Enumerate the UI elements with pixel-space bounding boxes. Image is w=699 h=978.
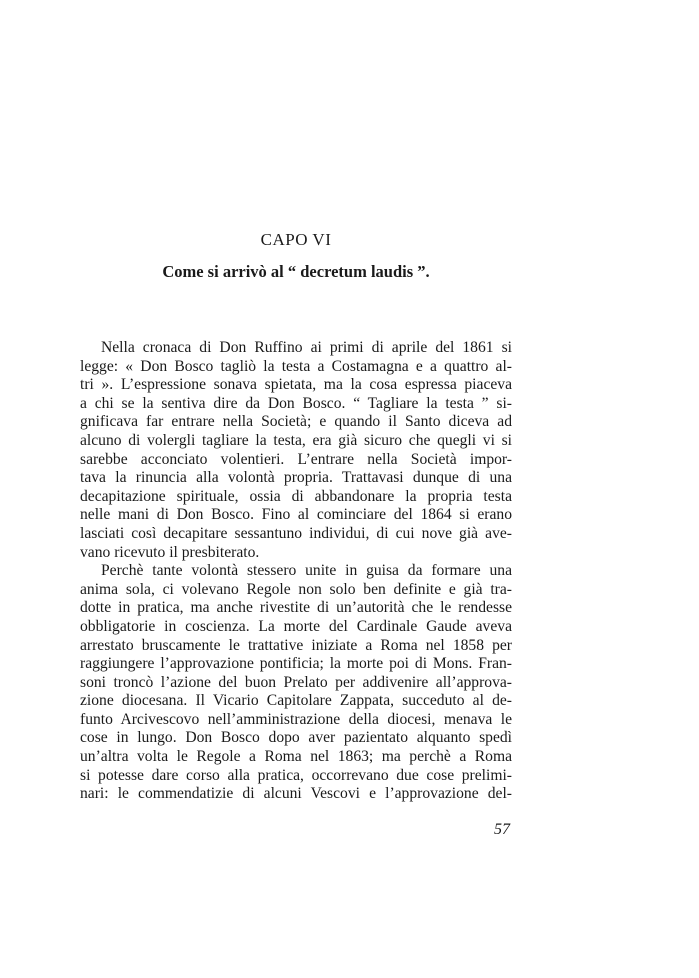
text-line: nelle mani di Don Bosco. Fino al cominciare del 1864 si erano xyxy=(80,506,512,524)
text-line: tri ». L’espressione sonava spietata, ma la cosa espressa piaceva xyxy=(80,376,512,394)
text-line: Perchè tante volontà stessero unite in guisa da formare una xyxy=(101,562,512,580)
text-line: un’altra volta le Regole a Roma nel 1863; ma perchè a Roma xyxy=(80,748,512,766)
text-line: vano ricevuto il presbiterato. xyxy=(80,543,260,561)
text-line: dotte in pratica, ma anche rivestite di un’autorità che le rendesse xyxy=(80,599,512,617)
text-line: alcuno di volergli tagliare la testa, era già sicuro che quegli vi si xyxy=(80,431,512,449)
text-line: tava la rinuncia alla volontà propria. Trattavasi dunque di una xyxy=(80,469,512,487)
text-line: lasciati così decapitare sessantuno individui, di cui nove già ave- xyxy=(80,524,512,542)
text-line: gnificava far entrare nella Società; e quando il Santo diceva ad xyxy=(80,413,512,431)
body-text xyxy=(80,339,512,804)
chapter-title: Come si arrivò al “ decretum laudis ”. xyxy=(162,262,430,281)
text-line: a chi se la sentiva dire da Don Bosco. “ Tagliare la testa ” si- xyxy=(80,394,512,412)
text-line: Nella cronaca di Don Ruffino ai primi di aprile del 1861 si xyxy=(101,339,512,356)
text-line: anima sola, ci volevano Regole non solo ben definite e già tra- xyxy=(80,580,512,598)
text-line: sarebbe acconciato volentieri. L’entrare nella Società impor- xyxy=(80,450,512,468)
text-line: zione diocesana. Il Vicario Capitolare Zappata, succeduto al de- xyxy=(80,692,512,710)
text-line: decapitazione spirituale, ossia di abbandonare la propria testa xyxy=(80,487,512,505)
chapter-heading: CAPO VI xyxy=(260,230,332,249)
text-line: si potesse dare corso alla pratica, occorrevano due cose prelimi- xyxy=(80,766,512,784)
page-number: 57 xyxy=(494,821,510,838)
text-line: raggiungere l’approvazione pontificia; la morte poi di Mons. Fran- xyxy=(80,655,512,673)
text-line: cose in lungo. Don Bosco dopo aver pazientato alquanto spedì xyxy=(80,729,512,747)
text-line: legge: « Don Bosco tagliò la testa a Costamagna e a quattro al- xyxy=(80,357,512,375)
text-line: soni troncò l’azione del buon Prelato per addivenire all’approva- xyxy=(80,673,512,691)
text-line: nari: le commendatizie di alcuni Vescovi e l’approvazione del- xyxy=(80,785,512,803)
text-line: arrestato bruscamente le trattative iniziate a Roma nel 1858 per xyxy=(80,636,512,654)
text-line: obbligatorie in coscienza. La morte del Cardinale Gaude aveva xyxy=(80,617,512,635)
text-line: funto Arcivescovo nell’amministrazione della diocesi, menava le xyxy=(80,710,512,728)
